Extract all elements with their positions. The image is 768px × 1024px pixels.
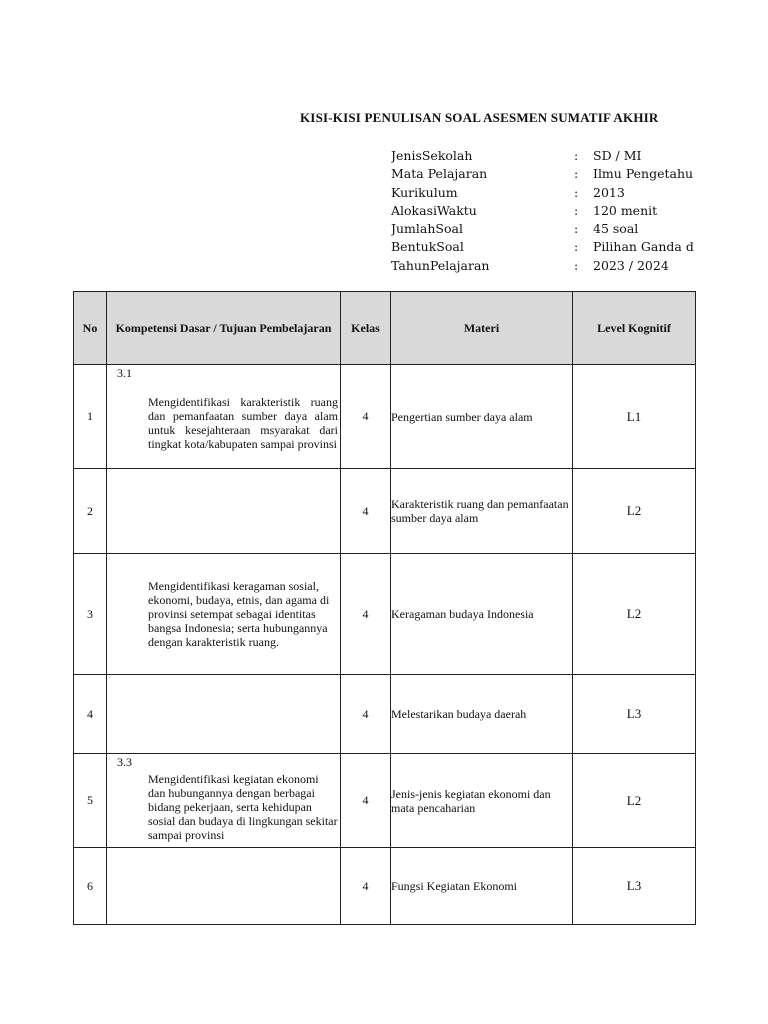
cell-kompetensi-dasar [107, 848, 341, 925]
info-value: 2013 [593, 184, 625, 200]
cell-kompetensi-dasar [107, 754, 341, 848]
info-colon: : [574, 166, 579, 182]
info-colon: : [574, 148, 579, 163]
info-label: AlokasiWaktu [391, 202, 477, 218]
info-label: BentukSoal [391, 239, 464, 255]
cell-level-kognitif: L3 [573, 848, 696, 925]
info-value: Pilihan Ganda d [593, 239, 694, 255]
cell-kompetensi-dasar [107, 365, 341, 469]
info-label: Mata Pelajaran [391, 166, 488, 182]
document-title: KISI-KISI PENULISAN SOAL ASESMEN SUMATIF AKHIR [300, 110, 659, 125]
info-value: SD / MI [593, 148, 642, 163]
info-row-mata-pelajaran [391, 165, 768, 183]
info-row-kurikulum [391, 184, 768, 202]
cell-no: 5 [74, 754, 107, 848]
cell-level-kognitif: L2 [573, 469, 696, 554]
cell-kelas: 4 [341, 469, 391, 554]
cell-level-kognitif: L2 [573, 554, 696, 675]
cell-materi: Pengertian sumber daya alam [391, 365, 573, 469]
kd-number: 3.1 [117, 366, 132, 380]
info-row-alokasi-waktu [391, 202, 768, 220]
cell-kelas: 4 [341, 365, 391, 469]
table-row [74, 848, 696, 925]
cell-no: 1 [74, 365, 107, 469]
cell-no: 4 [74, 675, 107, 754]
info-label: Kurikulum [391, 184, 458, 200]
info-value: 120 menit [593, 202, 658, 218]
info-block [391, 147, 768, 275]
cell-materi: Melestarikan budaya daerah [391, 675, 573, 754]
cell-level-kognitif: L2 [573, 754, 696, 848]
info-label: JumlahSoal [391, 221, 463, 237]
info-value: 2023 / 2024 [593, 257, 669, 273]
info-colon: : [574, 239, 579, 255]
info-row-tahun-pelajaran [391, 257, 768, 275]
cell-materi: Fungsi Kegiatan Ekonomi [391, 848, 573, 925]
kd-text: Mengidentifikasi karakteristik ruang dan pemanfaatan sumber daya alam untuk kesejahteraan msyarakat dari tingkat kota/kabupaten sampai provinsi [148, 394, 338, 451]
cell-level-kognitif: L3 [573, 675, 696, 754]
cell-kompetensi-dasar [107, 675, 341, 754]
info-label: TahunPelajaran [391, 257, 490, 273]
cell-materi: Karakteristik ruang dan pemanfaatan sumber daya alam [391, 469, 573, 554]
kisi-kisi-table [73, 291, 696, 925]
info-colon: : [574, 202, 579, 218]
table-row [74, 754, 696, 848]
info-colon: : [574, 257, 579, 273]
cell-no: 3 [74, 554, 107, 675]
cell-kelas: 4 [341, 754, 391, 848]
info-colon: : [574, 184, 579, 200]
header-kelas: Kelas [341, 292, 391, 365]
info-row-bentuk-soal [391, 238, 768, 256]
header-level-kognitif: Level Kognitif [573, 292, 696, 365]
cell-kelas: 4 [341, 554, 391, 675]
table-row [74, 365, 696, 469]
cell-level-kognitif: L1 [573, 365, 696, 469]
info-value: 45 soal [593, 221, 639, 237]
kd-text: Mengidentifikasi keragaman sosial, ekonomi, budaya, etnis, dan agama di provinsi setempat sebagai identitas bangsa Indonesia; serta hubungannya dengan karakteristik ruang. [148, 579, 330, 649]
cell-materi: Keragaman budaya Indonesia [391, 554, 573, 675]
info-colon: : [574, 221, 579, 237]
info-value: Ilmu Pengetahu [593, 166, 694, 182]
table-row [74, 675, 696, 754]
cell-kelas: 4 [341, 675, 391, 754]
info-row-jumlah-soal [391, 220, 768, 238]
info-label: JenisSekolah [391, 148, 473, 163]
cell-kompetensi-dasar [107, 469, 341, 554]
table-row [74, 554, 696, 675]
header-kompetensi-dasar: Kompetensi Dasar / Tujuan Pembelajaran [107, 292, 341, 365]
header-no: No [74, 292, 107, 365]
kd-text: Mengidentifikasi kegiatan ekonomi dan hubungannya dengan berbagai bidang pekerjaan, serta kehidupan sosial dan budaya di lingkungan sekitar sampai provinsi [148, 771, 338, 842]
cell-kelas: 4 [341, 848, 391, 925]
info-row-jenis-sekolah [391, 147, 768, 165]
table-row [74, 469, 696, 554]
table-header-row [74, 292, 696, 365]
header-materi: Materi [391, 292, 573, 365]
cell-kompetensi-dasar [107, 554, 341, 675]
cell-no: 6 [74, 848, 107, 925]
cell-no: 2 [74, 469, 107, 554]
cell-materi: Jenis-jenis kegiatan ekonomi dan mata pencaharian [391, 754, 573, 848]
kd-number: 3.3 [117, 755, 132, 769]
